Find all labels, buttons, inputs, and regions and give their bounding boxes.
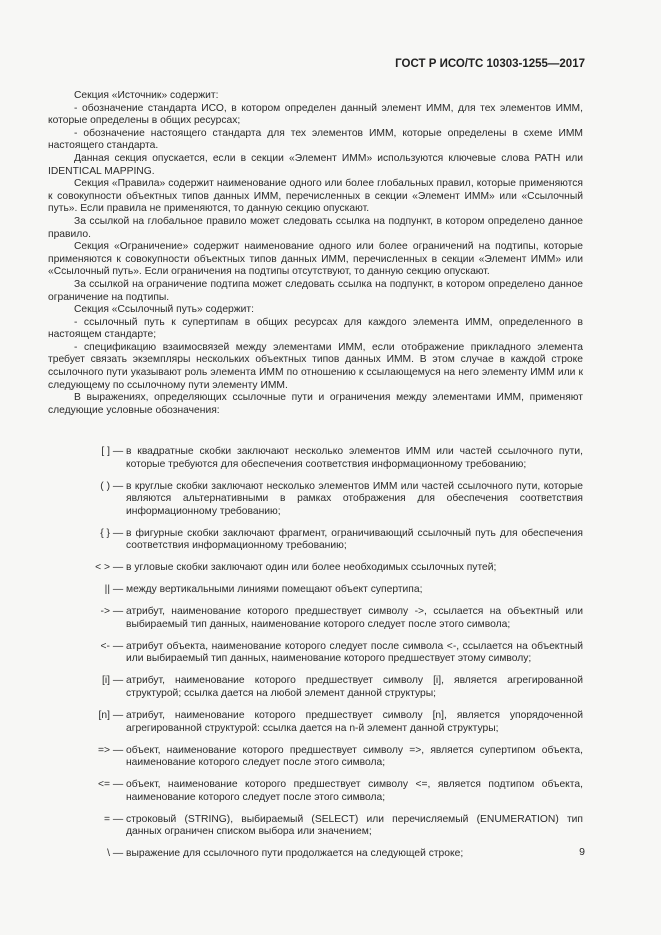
notation-item <box>48 446 583 471</box>
paragraph: За ссылкой на ограничение подтипа может следовать ссылка на подпункт, в котором определено данное ограничение на подтипы. <box>48 278 583 303</box>
notation-item <box>48 562 583 575</box>
notation-symbol: = <box>103 813 110 825</box>
notation-dash: — <box>112 606 124 618</box>
notation-text: атрибут, наименование которого предшествует символу [i], является агрегированной структурой; ссылка дается на любой элемент данной структуры; <box>126 675 583 700</box>
notation-item <box>48 641 583 666</box>
notation-item <box>48 481 583 519</box>
notation-dash: — <box>112 848 124 860</box>
notation-dash: — <box>112 480 124 492</box>
notation-text: выражение для ссылочного пути продолжается на следующей строке; <box>126 848 464 860</box>
notation-text: атрибут объекта, наименование которого следует после символа <-, ссылается на объектный или выбираемый тип данных, наименование которого предшествует этому символу; <box>126 640 583 665</box>
notation-dash: — <box>112 744 124 756</box>
notation-text: в угловые скобки заключают один или более необходимых ссылочных путей; <box>126 562 497 574</box>
notation-item <box>48 710 583 735</box>
notation-symbol: [n] <box>98 710 110 722</box>
paragraph: В выражениях, определяющих ссылочные пути и ограничения между элементами ИММ, применяют следующие условные обозначения: <box>48 392 583 416</box>
notation-item <box>48 584 583 597</box>
notation-dash: — <box>112 675 124 687</box>
notation-text: в фигурные скобки заключают фрагмент, ограничивающий ссылочный путь для обеспечения соответствия информационному требованию; <box>126 527 583 552</box>
notation-text: атрибут, наименование которого предшествует символу [n], является упорядоченной агрегированной структурой: ссылка дается на n-й элемент данной структуры; <box>126 710 583 734</box>
notation-symbol: { } <box>100 527 110 539</box>
paragraph: - обозначение настоящего стандарта для тех элементов ИММ, которые определены в схеме ИММ настоящего стандарта. <box>48 127 583 152</box>
notation-text: строковый (STRING), выбираемый (SELECT) или перечисляемый (ENUMERATION) тип данных ограничен списком выбора или значением; <box>126 813 583 838</box>
notation-symbol: <= <box>97 779 110 791</box>
paragraph: За ссылкой на глобальное правило может следовать ссылка на подпункт, в котором определено данное правило. <box>48 215 583 240</box>
notation-item <box>48 814 583 839</box>
notation-symbol: -> <box>100 606 110 618</box>
notation-symbol: [i] <box>101 675 110 687</box>
notation-dash: — <box>112 710 124 722</box>
notation-text: объект, наименование которого предшествует символу <=, является подтипом объекта, наименование которого следует после этого символа; <box>126 779 583 803</box>
notation-symbol: < > <box>95 562 110 574</box>
notation-symbol: [ ] <box>101 446 110 457</box>
notation-dash: — <box>112 527 124 539</box>
paragraph: Секция «Источник» содержит: <box>74 90 219 101</box>
notation-text: в квадратные скобки заключают несколько элементов ИММ или частей ссылочного пути, которые требуются для обеспечения соответствия информационному требованию; <box>126 446 583 470</box>
notation-dash: — <box>112 779 124 791</box>
paragraph: - ссылочный путь к супертипам в общих ресурсах для каждого элемента ИММ, определенного в настоящем стандарте; <box>48 316 583 341</box>
notation-item <box>48 675 583 700</box>
paragraph: Секция «Ограничение» содержит наименование одного или более ограничений на подтипы, которые применяются к совокупности объектных типов данных ИММ, перечисленных в секции «Элемент ИММ» или «Ссылочный путь». Если ограничения на подтипы отсутствуют, то данную секцию опускают. <box>48 241 583 278</box>
notation-symbol: <- <box>100 640 110 652</box>
notation-symbol: ( ) <box>100 480 110 492</box>
paragraph: Данная секция опускается, если в секции «Элемент ИММ» используются ключевые слова PATH или IDENTICAL MAPPING. <box>48 152 583 177</box>
paragraph: Секция «Правила» содержит наименование одного или более глобальных правил, которые применяются к совокупности объектных типов данных ИММ, перечисленных в секции «Элемент ИММ» или «Ссылочный путь». Если правила не применяются, то данную секцию опускают. <box>48 178 583 215</box>
notation-list <box>48 446 583 870</box>
notation-text: объект, наименование которого предшествует символу =>, является супертипом объекта, наименование которого следует после этого символа; <box>126 744 583 769</box>
paragraph: - обозначение стандарта ИСО, в котором определен данный элемент ИММ, для тех элементов ИММ, которые определены в общих ресурсах; <box>48 102 583 127</box>
document-body <box>48 90 583 417</box>
notation-dash: — <box>112 446 124 457</box>
notation-symbol: => <box>97 744 110 756</box>
notation-item <box>48 528 583 553</box>
notation-item <box>48 779 583 804</box>
notation-item <box>48 848 583 861</box>
notation-dash: — <box>112 640 124 652</box>
notation-dash: — <box>112 562 124 574</box>
notation-item <box>48 745 583 770</box>
notation-symbol: \ <box>107 848 110 860</box>
notation-symbol: || <box>104 584 110 596</box>
page-number: 9 <box>579 846 585 858</box>
notation-item <box>48 606 583 631</box>
notation-dash: — <box>112 813 124 825</box>
paragraph: Секция «Ссылочный путь» содержит: <box>74 304 254 316</box>
notation-text: атрибут, наименование которого предшествует символу ->, ссылается на объектный или выбираемый тип данных, наименование которого следует после этого символа; <box>126 606 583 630</box>
notation-dash: — <box>112 584 124 596</box>
paragraph: - спецификацию взаимосвязей между элементами ИММ, если отображение прикладного элемента требует связать экземпляры нескольких объектных типов данных ИММ. В этом случае в каждой строке ссылочного пути указывают роль элемента ИММ по отношению к ссылающемуся на него элементу ИММ или к следующему по ссылочному пути элементу ИММ. <box>48 341 583 391</box>
notation-text: в круглые скобки заключают несколько элементов ИММ или частей ссылочного пути, которые являются альтернативными в рамках отображения для обеспечения соответствия информационному требованию; <box>126 480 583 517</box>
notation-text: между вертикальными линиями помещают объект супертипа; <box>126 584 423 596</box>
document-header: ГОСТ Р ИСО/ТС 10303-1255—2017 <box>395 58 585 70</box>
